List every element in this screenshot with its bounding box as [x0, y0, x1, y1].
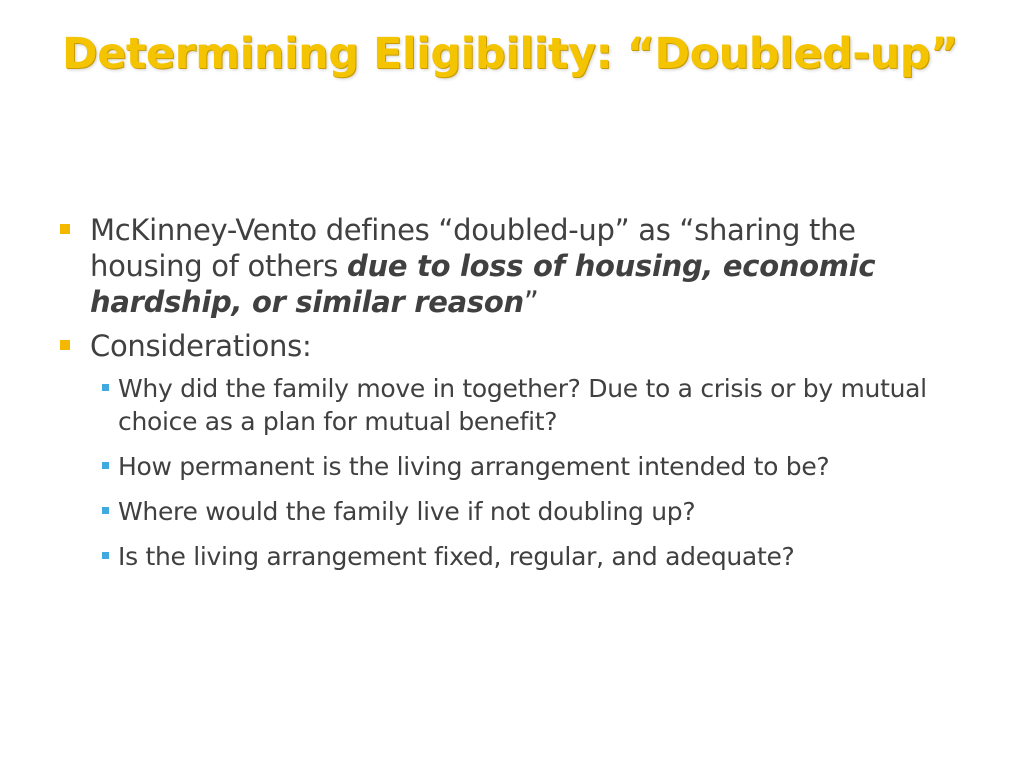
bullet-definition-emphasis: due to loss of housing, economic hardship, or similar reason — [90, 249, 876, 319]
square-bullet-icon — [60, 340, 70, 350]
sub-bullet — [102, 450, 970, 483]
square-bullet-icon — [102, 552, 109, 559]
bullet-definition-text: McKinney-Vento defines “doubled-up” as “sharing the housing of others — [90, 213, 856, 283]
sub-bullet-text: Is the living arrangement fixed, regular, and adequate? — [118, 542, 795, 571]
square-bullet-icon — [60, 224, 70, 234]
slide-body — [60, 212, 970, 585]
sub-bullet-text: Why did the family move in together? Due to a crisis or by mutual choice as a plan for mutual benefit? — [118, 374, 927, 436]
bullet-considerations — [60, 328, 970, 364]
bullet-definition-closing-quote: ” — [523, 285, 539, 319]
square-bullet-icon — [102, 462, 109, 469]
bullet-definition — [60, 212, 970, 320]
square-bullet-icon — [102, 507, 109, 514]
sub-bullet-text: How permanent is the living arrangement intended to be? — [118, 452, 830, 481]
sub-bullet — [102, 495, 970, 528]
considerations-sublist — [60, 372, 970, 573]
bullet-considerations-text: Considerations: — [90, 329, 312, 363]
sub-bullet — [102, 540, 970, 573]
square-bullet-icon — [102, 384, 109, 391]
slide-title: Determining Eligibility: “Doubled-up” — [62, 29, 958, 79]
sub-bullet-text: Where would the family live if not doubling up? — [118, 497, 696, 526]
sub-bullet — [102, 372, 970, 438]
